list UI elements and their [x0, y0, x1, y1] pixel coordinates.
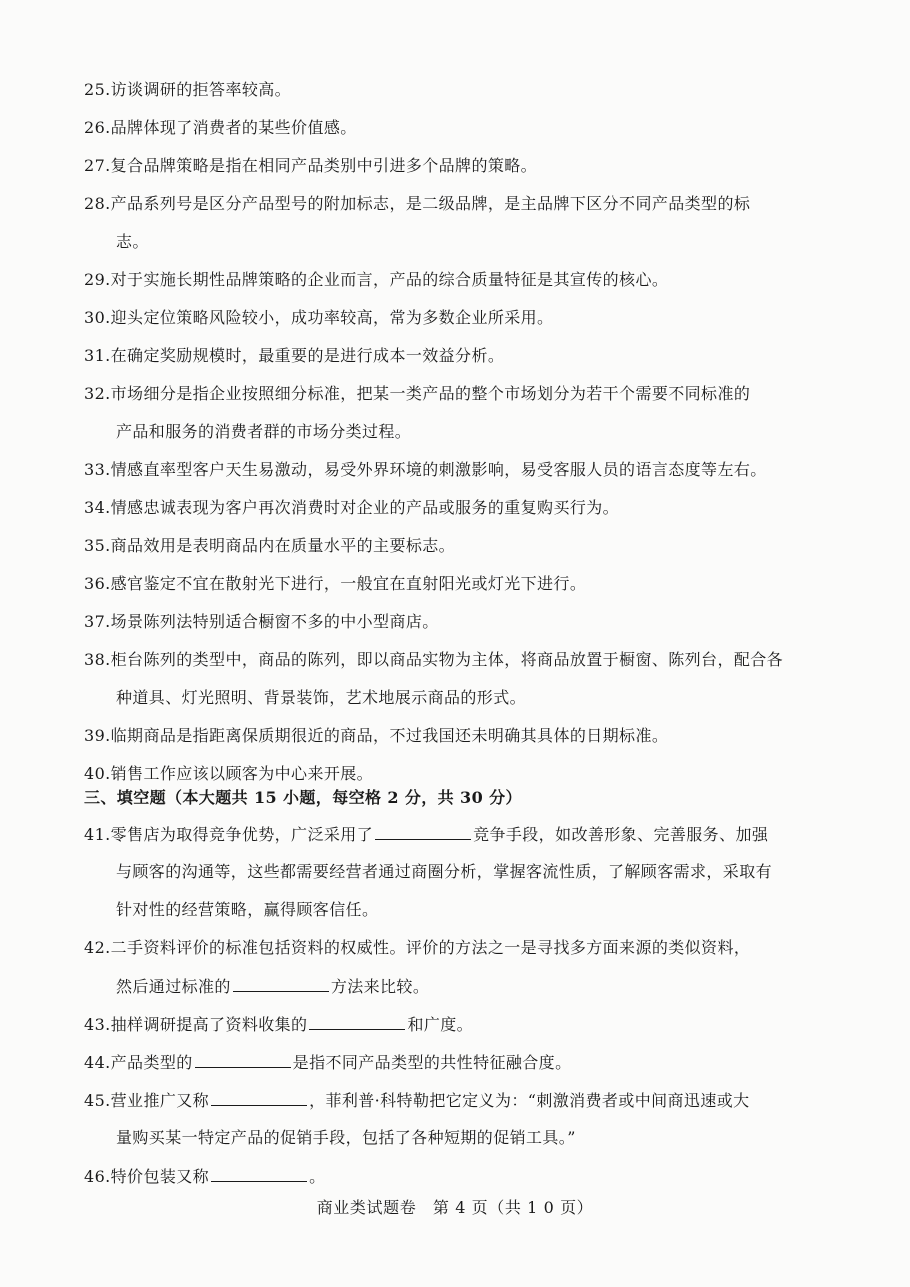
- question-number: 46.: [84, 1167, 111, 1186]
- answer-blank[interactable]: [309, 1012, 405, 1030]
- question-25: [84, 78, 291, 102]
- question-32: [84, 382, 750, 406]
- answer-blank[interactable]: [233, 974, 329, 992]
- question-number: 25.: [84, 80, 111, 99]
- question-text: 产品类型的: [110, 1053, 193, 1072]
- question-number: 28.: [84, 194, 111, 213]
- question-text: 产品系列号是区分产品型号的附加标志，是二级品牌，是主品牌下区分不同产品类型的标: [110, 194, 751, 213]
- answer-blank[interactable]: [375, 822, 471, 840]
- question-text: 对于实施长期性品牌策略的企业而言，产品的综合质量特征是其宣传的核心。: [110, 270, 669, 289]
- question-text: 感官鉴定不宜在散射光下进行，一般宜在直射阳光或灯光下进行。: [110, 574, 587, 593]
- question-32-line-2: [116, 420, 411, 444]
- question-text: 访谈调研的拒答率较高。: [110, 80, 292, 99]
- question-text: 销售工作应该以顾客为中心来开展。: [110, 764, 374, 783]
- question-number: 26.: [84, 118, 111, 137]
- question-number: 32.: [84, 384, 111, 403]
- question-number: 39.: [84, 726, 111, 745]
- question-35: [84, 534, 455, 558]
- question-42: [84, 936, 750, 960]
- question-number: 41.: [84, 825, 111, 844]
- question-37: [84, 610, 439, 634]
- question-text: 临期商品是指距离保质期很近的商品，不过我国还未明确其具体的日期标准。: [110, 726, 669, 745]
- question-text: 迎头定位策略风险较小，成功率较高，常为多数企业所采用。: [110, 308, 554, 327]
- question-text: 。: [309, 1167, 326, 1186]
- question-46: [84, 1164, 325, 1188]
- question-text: 情感忠诚表现为客户再次消费时对企业的产品或服务的重复购买行为。: [110, 498, 620, 517]
- question-30: [84, 306, 553, 330]
- question-text: 和广度。: [407, 1015, 474, 1034]
- question-text: ，菲利普·科特勒把它定义为：“刺激消费者或中间商迅速或大: [309, 1091, 750, 1110]
- question-number: 27.: [84, 156, 111, 175]
- question-text: 品牌体现了消费者的某些价值感。: [110, 118, 357, 137]
- question-text: 志。: [116, 232, 149, 251]
- section-title-fill-in: 三、填空题（本大题共 15 小题，每空格 2 分，共 30 分）: [84, 788, 522, 807]
- answer-blank[interactable]: [195, 1050, 291, 1068]
- question-number: 30.: [84, 308, 111, 327]
- question-41-line-3: 针对性的经营策略，赢得顾客信任。: [116, 900, 379, 919]
- question-number: 40.: [84, 764, 111, 783]
- question-number: 29.: [84, 270, 111, 289]
- question-text: 竞争手段，如改善形象、完善服务、加强: [473, 825, 769, 844]
- question-text: 情感直率型客户天生易激动，易受外界环境的刺激影响，易受客服人员的语言态度等左右。: [110, 460, 767, 479]
- question-text: 是指不同产品类型的共性特征融合度。: [292, 1053, 572, 1072]
- question-number: 36.: [84, 574, 111, 593]
- question-number: 45.: [84, 1091, 111, 1110]
- question-31: [84, 344, 504, 368]
- question-28: [84, 192, 750, 216]
- question-text: 商品效用是表明商品内在质量水平的主要标志。: [110, 536, 456, 555]
- question-41-line-2: 与顾客的沟通等，这些都需要经营者通过商圈分析，掌握客流性质，了解顾客需求，采取有: [116, 862, 773, 881]
- question-36: [84, 572, 586, 596]
- question-number: 35.: [84, 536, 111, 555]
- question-45-line-2: 量购买某一特定产品的促销手段，包括了各种短期的促销工具。”: [116, 1128, 576, 1147]
- question-39: [84, 724, 668, 748]
- page-footer: 商业类试题卷 第 4 页（共 1 0 页）: [316, 1198, 594, 1217]
- question-number: 42.: [84, 938, 111, 957]
- question-text: 复合品牌策略是指在相同产品类别中引进多个品牌的策略。: [110, 156, 538, 175]
- question-number: 34.: [84, 498, 111, 517]
- question-29: [84, 268, 668, 292]
- question-26: [84, 116, 357, 140]
- question-number: 37.: [84, 612, 111, 631]
- question-41: [84, 822, 768, 846]
- question-text: 零售店为取得竞争优势，广泛采用了: [110, 825, 374, 844]
- question-33: [84, 458, 767, 482]
- question-number: 43.: [84, 1015, 111, 1034]
- question-text: 产品和服务的消费者群的市场分类过程。: [116, 422, 412, 441]
- question-text: 然后通过标准的: [116, 977, 231, 996]
- question-27: [84, 154, 537, 178]
- question-text: 特价包装又称: [110, 1167, 210, 1186]
- question-number: 38.: [84, 650, 111, 669]
- question-28-line-2: [116, 230, 149, 254]
- question-42-line-2: [116, 974, 429, 998]
- question-text: 柜台陈列的类型中，商品的陈列，即以商品实物为主体，将商品放置于橱窗、陈列台，配合各: [110, 650, 784, 669]
- question-text: 种道具、灯光照明、背景装饰，艺术地展示商品的形式。: [116, 688, 527, 707]
- question-text: 方法来比较。: [330, 977, 430, 996]
- answer-blank[interactable]: [211, 1164, 307, 1182]
- question-text: 营业推广又称: [110, 1091, 210, 1110]
- question-38: [84, 648, 783, 672]
- question-text: 二手资料评价的标准包括资料的权威性。评价的方法之一是寻找多方面来源的类似资料，: [110, 938, 751, 957]
- question-number: 44.: [84, 1053, 111, 1072]
- answer-blank[interactable]: [211, 1088, 307, 1106]
- question-34: [84, 496, 619, 520]
- question-number: 33.: [84, 460, 111, 479]
- question-38-line-2: [116, 686, 526, 710]
- question-44: [84, 1050, 571, 1074]
- question-text: 场景陈列法特别适合橱窗不多的中小型商店。: [110, 612, 439, 631]
- question-40: [84, 762, 373, 786]
- question-45: [84, 1088, 750, 1112]
- question-text: 抽样调研提高了资料收集的: [110, 1015, 308, 1034]
- question-text: 在确定奖励规模时，最重要的是进行成本一效益分析。: [110, 346, 505, 365]
- question-number: 31.: [84, 346, 111, 365]
- question-43: [84, 1012, 473, 1036]
- question-text: 市场细分是指企业按照细分标准，把某一类产品的整个市场划分为若干个需要不同标准的: [110, 384, 751, 403]
